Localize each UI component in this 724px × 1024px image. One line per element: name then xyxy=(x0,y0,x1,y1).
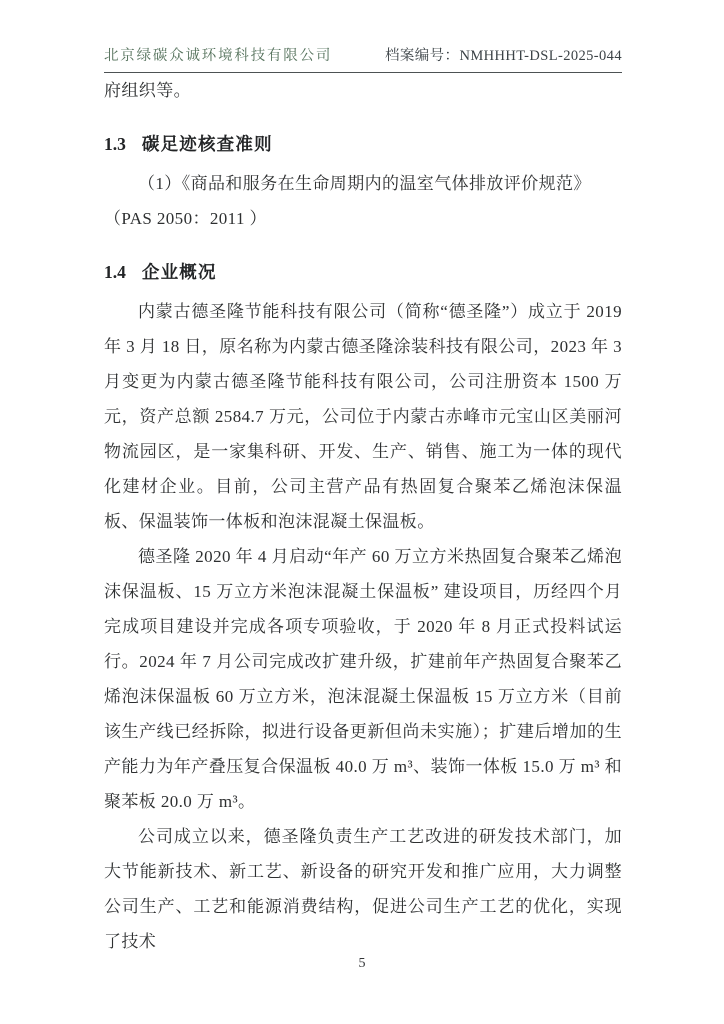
paragraph-continuation: 府组织等。 xyxy=(104,81,191,100)
header-file-number xyxy=(385,44,622,65)
section-heading-1-3 xyxy=(104,131,622,157)
paragraph-project-history: 德圣隆 2020 年 4 月启动“年产 60 万立方米热固复合聚苯乙烯泡沫保温板、15 万立方米泡沫混凝土保温板” 建设项目，历经四个月完成项目建设并完成各项专项验收，于 2020 年 8 月正式投料试运行。2024 年 7 月公司完成改扩建升级，扩建前年产热固复合聚苯乙烯泡沫保温板 60 万立方米，泡沫混凝土保温板 15 万立方米（目前该生产线已经拆除，拟进行设备更新但尚未实施）；扩建后增加的生产能力为年产叠压复合保温板 40.0 万 m³、装饰一体板 15.0 万 m³ 和聚苯板 20.0 万 m³。 xyxy=(104,547,622,811)
paragraph-company-overview: 内蒙古德圣隆节能科技有限公司（简称“德圣隆”）成立于 2019 年 3 月 18 日，原名称为内蒙古德圣隆涂装科技有限公司，2023 年 3 月变更为内蒙古德圣隆节能科技有限公司，公司注册资本 1500 万元，资产总额 2584.7 万元，公司位于内蒙古赤峰市元宝山区美丽河物流园区，是一家集科研、开发、生产、销售、施工为一体的现代化建材企业。目前，公司主营产品有热固复合聚苯乙烯泡沫保温板、保温装饰一体板和泡沫混凝土保温板。 xyxy=(104,302,622,531)
section-number: 1.3 xyxy=(104,134,126,154)
header-company-name: 北京绿碳众诚环境科技有限公司 xyxy=(104,48,333,64)
file-number-value: NMHHHT-DSL-2025-044 xyxy=(459,48,622,64)
file-number-label: 档案编号： xyxy=(384,48,460,64)
section-number: 1.4 xyxy=(104,262,126,282)
paragraph-standard-reference-line2: （PAS 2050：2011 ） xyxy=(104,209,267,228)
section-heading-1-4 xyxy=(104,259,622,285)
page-body xyxy=(104,73,622,959)
paragraph-rd-department: 公司成立以来，德圣隆负责生产工艺改进的研发技术部门，加大节能新技术、新工艺、新设备的研究开发和推广应用，大力调整公司生产、工艺和能源消费结构，促进公司生产工艺的优化，实现了技术 xyxy=(104,827,622,951)
section-title: 企业概况 xyxy=(141,262,217,282)
paragraph-standard-reference-line1: （1）《商品和服务在生命周期内的温室气体排放评价规范》 xyxy=(138,174,591,193)
page-number: 5 xyxy=(358,956,366,971)
page-footer xyxy=(0,956,724,972)
section-title: 碳足迹核查准则 xyxy=(141,134,273,154)
page-header xyxy=(104,44,622,73)
